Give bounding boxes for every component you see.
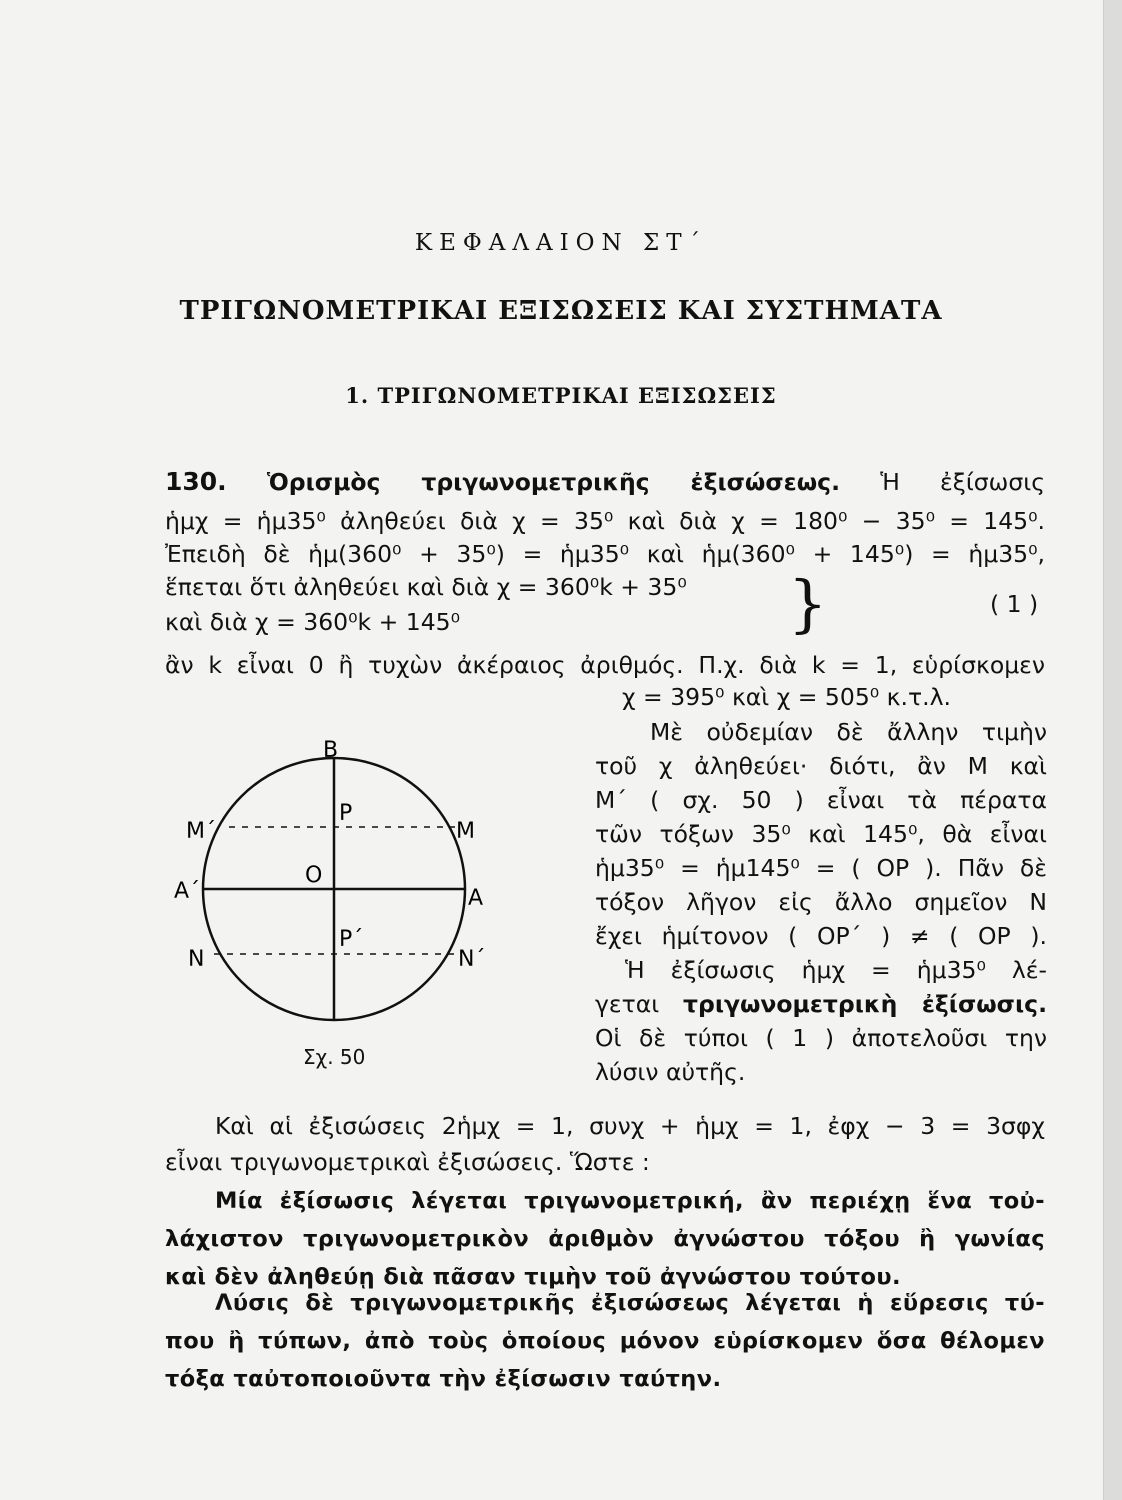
equation-number: ( 1 ) [990,590,1039,618]
article-number: 130. [165,467,227,496]
definition-1 [165,1182,1045,1296]
label-a-prime: Α΄ [174,879,201,904]
unit-circle-figure [168,735,508,1075]
figure-caption: Σχ. 50 [303,1045,366,1069]
paragraph-130-line-5: καὶ διὰ χ = 360⁰k + 145⁰ [165,608,461,636]
paragraph-130-line-4: ἕπεται ὅτι ἀληθεύει καὶ διὰ χ = 360⁰k + 35⁰ [165,573,687,601]
side-line-5: ἡμ35⁰ = ἡμ145⁰ = ( ΟΡ ). Πᾶν δὲ [595,854,1047,882]
side-line-9 [595,987,1047,1021]
side-line-10: Οἱ δὲ τύποι ( 1 ) ἀποτελοῦσι την [595,1024,1047,1052]
side-line-2: τοῦ χ ἀληθεύει· διότι, ἂν Μ καὶ [595,752,1047,780]
side-line-4: τῶν τόξων 35⁰ καὶ 145⁰, θὰ εἶναι [595,820,1047,848]
paragraph-2-line-1: Καὶ αἱ ἐξισώσεις 2ἡμχ = 1, συνχ + ἡμχ = 1, ἐφχ − 3 = 3σφχ [215,1112,1045,1140]
article-line-1-rest: Ἡ ἐξίσωσις [880,468,1045,496]
side-line-3: Μ΄ ( σχ. 50 ) εἶναι τὰ πέρατα [595,786,1047,814]
paragraph-130-line-6: ἂν k εἶναι 0 ἢ τυχὼν ἀκέραιος ἀριθμός. Π.χ. διὰ k = 1, εὑρίσκομεν [165,651,1045,679]
label-a: Α [468,886,484,911]
paragraph-130-line-1 [165,466,1045,498]
side-line-6: τόξον λῆγον εἰς ἄλλο σημεῖον Ν [595,888,1047,916]
label-n: Ν [188,947,205,972]
label-n-prime: Ν΄ [458,947,486,972]
side-line-9-text: γεται [595,990,660,1018]
definition-2-line-3: τόξα ταὐτοποιοῦντα τὴν ἐξίσωσιν ταύτην. [165,1366,722,1392]
definition-1-line-2: λάχιστον τριγωνομετρικὸν ἀριθμὸν ἀγνώστου τόξου ἢ γωνίας [165,1226,1045,1252]
term-trig-equation: τριγωνομετρικὴ ἐξίσωσις. [683,990,1047,1018]
article-title: Ὁρισμὸς τριγωνομετρικῆς ἐξισώσεως. [266,468,841,496]
label-o: Ο [305,863,323,888]
definition-2 [165,1284,1045,1398]
chapter-title: ΤΡΙΓΩΝΟΜΕΤΡΙΚΑΙ ΕΞΙΣΩΣΕΙΣ ΚΑΙ ΣΥΣΤΗΜΑΤΑ [179,296,943,326]
side-line-7: ἔχει ἡμίτονον ( ΟΡ΄ ) ≠ ( ΟΡ ). [595,922,1047,950]
label-p: Ρ [339,801,353,826]
side-line-1: Μὲ οὐδεμίαν δὲ ἄλλην τιμὴν [650,718,1047,746]
side-text [595,715,1047,1089]
definition-2-line-2: που ἢ τύπων, ἀπὸ τοὺς ὁποίους μόνον εὑρίσκομεν ὅσα θέλομεν [165,1328,1045,1354]
paragraph-130-line-3: Ἐπειδὴ δὲ ἡμ(360⁰ + 35⁰) = ἡμ35⁰ καὶ ἡμ(360⁰ + 145⁰) = ἡμ35⁰, [165,540,1045,568]
paragraph-130-line-2: ἡμχ = ἡμ35⁰ ἀληθεύει διὰ χ = 35⁰ καὶ διὰ χ = 180⁰ − 35⁰ = 145⁰. [165,507,1045,535]
page-edge [1103,0,1122,1500]
label-p-prime: Ρ΄ [339,927,364,952]
definition-2-line-1: Λύσις δὲ τριγωνομετρικῆς ἐξισώσεως λέγεται ἡ εὕρεσις τύ- [215,1290,1045,1316]
label-b: Β [323,738,339,763]
definition-1-line-3: καὶ δὲν ἀληθεύῃ διὰ πᾶσαν τιμὴν τοῦ ἀγνώστου τούτου. [165,1264,901,1290]
solutions-brace: } [788,567,828,640]
side-line-8: Ἡ ἐξίσωσις ἡμχ = ἡμ35⁰ λέ- [625,956,1047,984]
paragraph-2-line-2: εἶναι τριγωνομετρικαὶ ἐξισώσεις. Ὥστε : [165,1148,650,1176]
side-line-11: λύσιν αὐτῆς. [595,1058,746,1086]
chapter-heading: ΚΕΦΑΛΑΙΟΝ ΣΤ΄ [414,230,708,256]
section-title: 1. ΤΡΙΓΩΝΟΜΕΤΡΙΚΑΙ ΕΞΙΣΩΣΕΙΣ [345,383,777,408]
label-m-prime: Μ΄ [186,819,216,844]
paragraph-130-line-7: χ = 395⁰ καὶ χ = 505⁰ κ.τ.λ. [622,683,951,711]
definition-1-line-1: Μία ἐξίσωσις λέγεται τριγωνομετρική, ἂν περιέχῃ ἕνα τοὐ- [215,1188,1045,1214]
label-m: Μ [456,819,475,844]
